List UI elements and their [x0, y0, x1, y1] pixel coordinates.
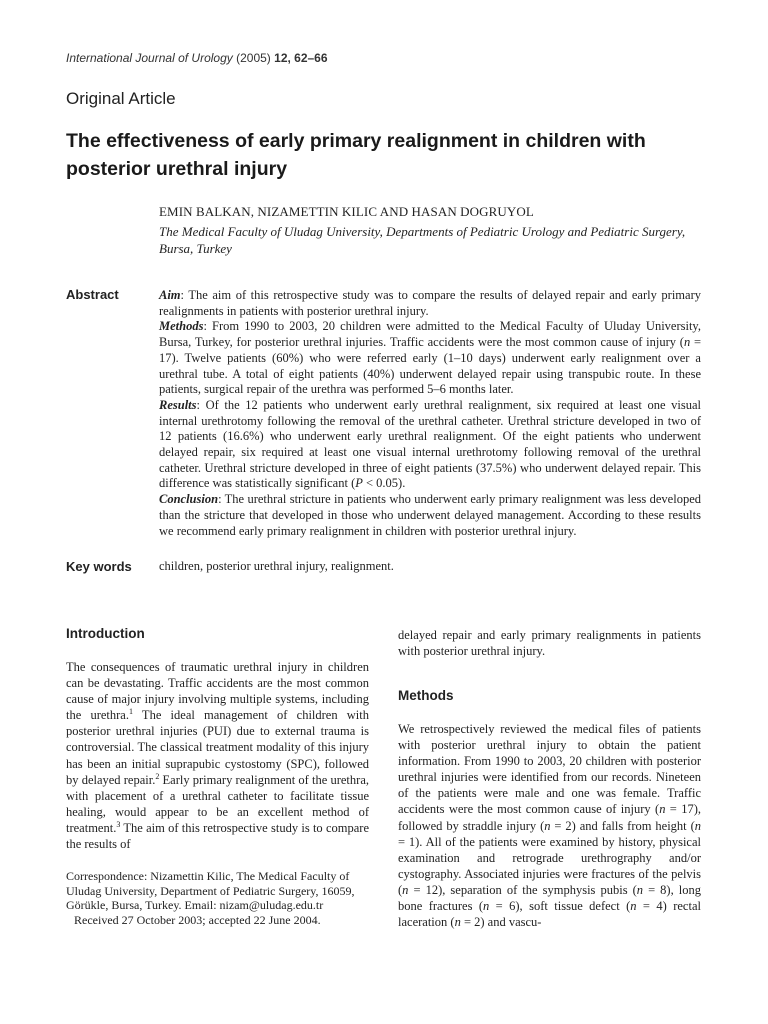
keywords-label: Key words	[66, 559, 132, 574]
correspondence-note	[66, 869, 376, 927]
abstract-body	[159, 288, 701, 539]
abstract-aim: Aim: The aim of this retrospective study was to compare the results of delayed repair and early primary realignments in patients with posterior urethral injury.	[159, 288, 701, 318]
methods-section	[398, 688, 701, 930]
received-dates: Received 27 October 2003; accepted 22 June 2004.	[74, 912, 321, 927]
journal-volume-pages: 12, 62–66	[274, 51, 328, 65]
keywords-text: children, posterior urethral injury, realignment.	[159, 559, 394, 573]
results-label: Results	[159, 397, 197, 412]
authors: EMIN BALKAN, NIZAMETTIN KILIC AND HASAN DOGRUYOL	[159, 204, 534, 219]
affiliation: The Medical Faculty of Uludag University, Departments of Pediatric Urology and Pediatric Surgery, Bursa, Turkey	[159, 224, 686, 256]
journal-header	[66, 51, 328, 65]
methods-label: Methods	[159, 319, 204, 334]
article-type: Original Article	[66, 89, 176, 108]
journal-year: (2005)	[236, 51, 271, 65]
introduction-heading: Introduction	[66, 626, 145, 641]
abstract-conclusion: Conclusion: The urethral stricture in patients who underwent early primary realignment was less developed than the stricture that developed in those who underwent delayed management. According to these results we recommend early primary realignment in children with posterior urethral injury.	[159, 492, 701, 538]
conclusion-label: Conclusion	[159, 492, 219, 507]
introduction-continued	[398, 627, 701, 659]
introduction-text: The consequences of traumatic urethral injury in children can be devastating. Traffic accidents are the most common cause of major injury involving multiple systems, including the urethra.$^1$ The ideal management of children with posterior urethral injuries (PUI) due to external trauma is controversial. The classical treatment modality of this injury has been an initial suprapubic cystostomy (SPC), followed by delayed repair.$^2$ Early primary realignment of the urethra, with placement of a urethral catheter to facilitate tissue healing, would appear to be an excellent method of treatment.$^3$ The aim of this retrospective study is to compare the results of	[66, 660, 370, 852]
aim-label: Aim	[159, 288, 181, 302]
introduction-section	[66, 626, 369, 852]
article-title: The effectiveness of early primary realignment in children with posterior urethral injury	[66, 130, 646, 180]
correspondence-text: Correspondence: Nizamettin Kilic, The Medical Faculty of Uludag University, Department of Pediatric Surgery, 16059, Görükle, Bursa, Turkey. Email: nizam@uludag.edu.tr	[66, 869, 355, 912]
methods-text: We retrospectively reviewed the medical files of patients with posterior urethral injury to obtain the patient information. From 1990 to 2003, 20 children with posterior urethral injuries were identified from our records. Nineteen of the patients were male and one was female. Traffic accidents were the most common cause of injury (n = 17), followed by straddle injury (n = 2) and falls from height (n = 1). All of the patients were examined by history, physical examination and retrograde urethrography and/or cystography. Associated injuries were fractures of the pelvis (n = 12), separation of the symphysis pubis (n = 8), long bone fractures (n = 6), soft tissue defect (n = 4) rectal laceration (n = 2) and vascu-	[398, 722, 701, 930]
abstract-label: Abstract	[66, 287, 119, 302]
abstract-results: Results: Of the 12 patients who underwent early urethral realignment, six required at least one visual internal urethrotomy following the removal of the urethral catheter. Urethral stricture developed in two of 12 patients (16.6%) who underwent early urethral realignment. Of the eight patients who underwent delayed repair, six required at least one visual internal urethrotomy following removal of the urethral catheter. Urethral stricture developed in three of eight patients (37.5%) who underwent delayed repair. This difference was statistically significant (P < 0.05).	[159, 397, 701, 491]
abstract-methods: Methods: From 1990 to 2003, 20 children were admitted to the Medical Faculty of Uluday University, Bursa, Turkey, for posterior urethral injuries. Traffic accidents were the most common cause of injury (n = 17). Twelve patients (60%) who were referred early (1–10 days) underwent early realignment over a urethral tube. A total of eight patients (40%) underwent delayed repair using transpubic route. In these patients, surgical repair of the urethra was performed 5–6 months later.	[159, 319, 701, 397]
methods-heading: Methods	[398, 688, 454, 703]
introduction-continued-text: delayed repair and early primary realignments in patients with posterior urethral injury.	[398, 628, 701, 659]
journal-name: International Journal of Urology	[66, 51, 233, 65]
